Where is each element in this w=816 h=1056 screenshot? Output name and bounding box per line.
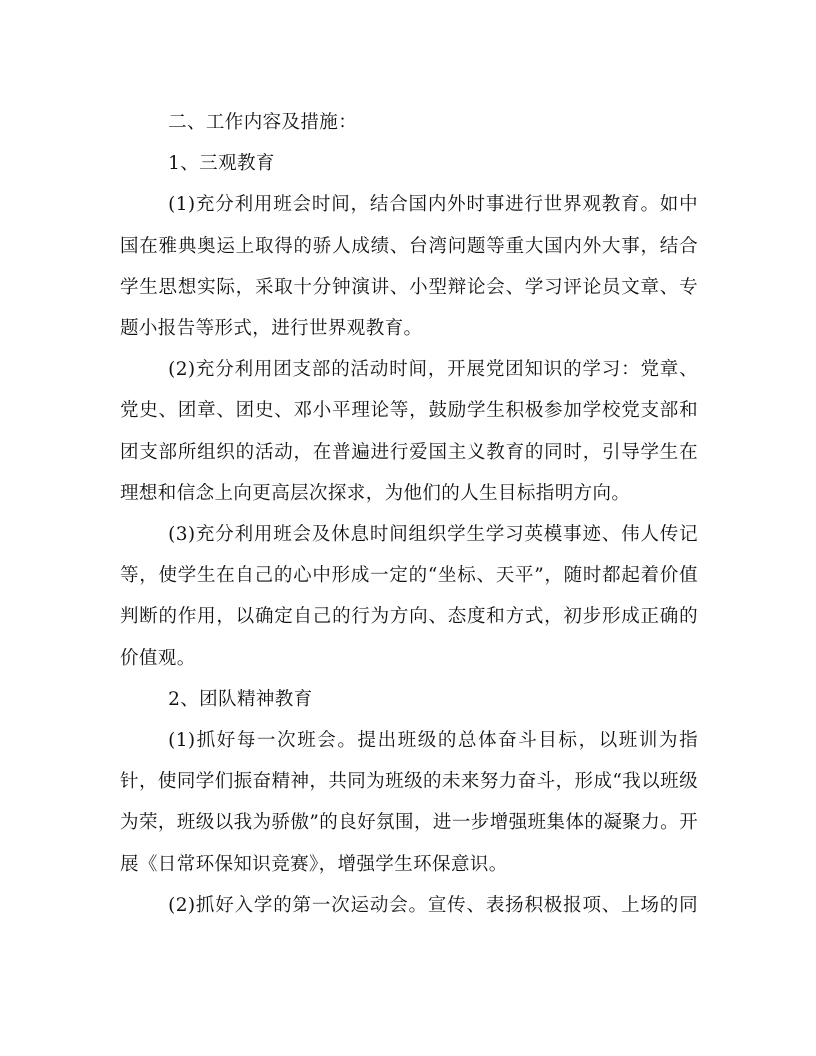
paragraph-party-league-study: (2)充分利用团支部的活动时间，开展党团知识的学习：党章、党史、团章、团史、邓小平理论等，鼓励学生积极参加学校党支部和团支部所组织的活动，在普遍进行爱国主义教育的同时，引导学生在理想和信念上向更高层次探求，为他们的人生目标指明方向。: [120, 359, 698, 504]
paragraph-values-education: (3)充分利用班会及休息时间组织学生学习英模事迹、伟人传记等，使学生在自己的心中形成一定的“坐标、天平”，随时都起着价值判断的作用，以确定自己的行为方向、态度和方式，初步形成正确的价值观。: [120, 524, 698, 669]
paragraph-sports-meet: (2)抓好入学的第一次运动会。宣传、表扬积极报项、上场的同: [168, 894, 698, 916]
section-heading-work-content: 二、工作内容及措施：: [168, 112, 358, 133]
paragraph-class-meeting: (1)抓好每一次班会。提出班级的总体奋斗目标，以班训为指针，使同学们振奋精神，共同为班级的未来努力奋斗，形成“我以班级为荣，班级以我为骄傲”的良好氛围，进一步增强班集体的凝聚力。开展《日常环保知识竞赛》，增强学生环保意识。: [120, 730, 698, 875]
subsection-heading-three-views-education: 1、三观教育: [168, 153, 275, 175]
paragraph-worldview-education: (1)充分利用班会时间，结合国内外时事进行世界观教育。如中国在雅典奥运上取得的骄人成绩、台湾问题等重大国内外大事，结合学生思想实际，采取十分钟演讲、小型辩论会、学习评论员文章、专题小报告等形式，进行世界观教育。: [120, 194, 698, 340]
document-body: [120, 102, 698, 926]
subsection-heading-team-spirit-education: 2、团队精神教育: [168, 688, 313, 710]
